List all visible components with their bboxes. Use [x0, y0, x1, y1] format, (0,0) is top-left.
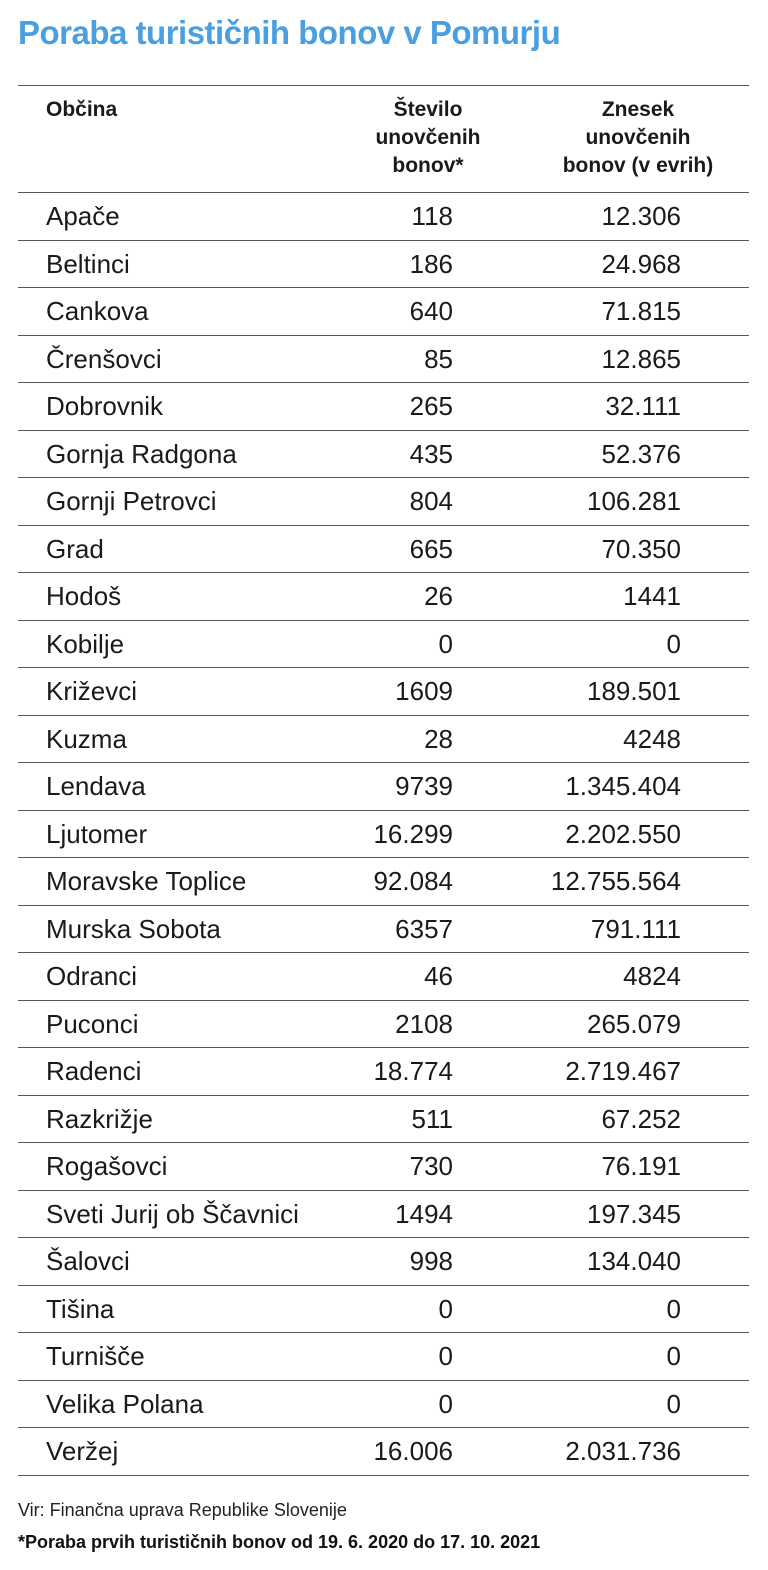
- cell-municipality: Gornji Petrovci: [46, 486, 217, 516]
- table-header: [18, 86, 749, 193]
- table-row: [18, 431, 749, 479]
- table-row: [18, 1238, 749, 1286]
- cell-municipality: Kuzma: [46, 723, 127, 754]
- cell-amount: 1441: [623, 581, 681, 611]
- cell-count: 0: [438, 1293, 453, 1324]
- cell-amount: 70.350: [601, 533, 681, 564]
- cell-municipality: Črenšovci: [46, 343, 162, 374]
- table-row: [18, 1286, 749, 1334]
- table-body: [18, 193, 749, 1476]
- table-row: [18, 1333, 749, 1381]
- source-note: Vir: Finančna uprava Republike Slovenije: [18, 1500, 347, 1520]
- cell-municipality: Puconci: [46, 1008, 139, 1039]
- cell-amount: 71.815: [601, 296, 681, 326]
- cell-municipality: Križevci: [46, 676, 138, 706]
- table-row: [18, 811, 749, 859]
- table-row: [18, 241, 749, 289]
- cell-municipality: Dobrovnik: [46, 391, 164, 421]
- page-title: Poraba turističnih bonov v Pomurju: [18, 14, 561, 51]
- cell-count: 16.006: [373, 1436, 453, 1466]
- cell-amount: 52.376: [601, 438, 681, 469]
- cell-municipality: Tišina: [46, 1293, 115, 1324]
- table-row: [18, 193, 749, 241]
- cell-amount: 0: [666, 1293, 681, 1324]
- cell-count: 1609: [395, 676, 453, 706]
- cell-municipality: Šalovci: [46, 1246, 130, 1276]
- cell-municipality: Turnišče: [46, 1341, 145, 1371]
- cell-count: 511: [411, 1103, 453, 1134]
- cell-amount: 4824: [623, 961, 681, 991]
- table-row: [18, 336, 749, 384]
- table-row: [18, 288, 749, 336]
- cell-municipality: Rogašovci: [46, 1151, 168, 1181]
- table-row: [18, 526, 749, 574]
- cell-amount: 0: [666, 1388, 681, 1419]
- cell-count: 435: [409, 438, 453, 469]
- cell-count: 9739: [395, 771, 453, 801]
- table-row: [18, 1381, 749, 1429]
- cell-municipality: Razkrižje: [46, 1103, 153, 1134]
- cell-municipality: Lendava: [46, 771, 146, 801]
- cell-count: 6357: [395, 913, 453, 944]
- cell-amount: 0: [666, 1341, 681, 1371]
- table-row: [18, 906, 749, 954]
- column-header-amount: [548, 96, 728, 180]
- cell-count: 640: [409, 296, 453, 326]
- cell-municipality: Grad: [46, 533, 104, 564]
- cell-count: 16.299: [373, 818, 453, 849]
- cell-count: 730: [409, 1151, 453, 1181]
- table-row: [18, 573, 749, 621]
- column-header-amount-line: unovčenih: [585, 126, 691, 149]
- cell-municipality: Hodoš: [46, 581, 122, 611]
- table-row: [18, 1048, 749, 1096]
- cell-count: 998: [409, 1246, 453, 1276]
- cell-count: 265: [409, 391, 453, 421]
- table-row: [18, 1096, 749, 1144]
- cell-amount: 1.345.404: [565, 771, 681, 801]
- table-row: [18, 1001, 749, 1049]
- table-row: [18, 668, 749, 716]
- cell-count: 46: [424, 961, 453, 991]
- cell-municipality: Odranci: [46, 961, 138, 991]
- table-row: [18, 953, 749, 1001]
- table-row: [18, 858, 749, 906]
- cell-count: 665: [409, 533, 453, 564]
- cell-municipality: Velika Polana: [46, 1388, 204, 1419]
- table-row: [18, 383, 749, 431]
- cell-municipality: Beltinci: [46, 248, 130, 279]
- column-header-municipality: Občina: [46, 98, 118, 121]
- cell-municipality: Murska Sobota: [46, 913, 221, 944]
- cell-amount: 32.111: [605, 391, 681, 421]
- cell-count: 2108: [395, 1008, 453, 1039]
- cell-count: 85: [424, 343, 453, 374]
- cell-count: 0: [438, 1388, 453, 1419]
- table-row: [18, 478, 749, 526]
- cell-amount: 791.111: [590, 913, 681, 944]
- cell-municipality: Ljutomer: [46, 818, 148, 849]
- table-row: [18, 1428, 749, 1476]
- cell-amount: 106.281: [587, 486, 681, 516]
- column-header-count-line: bonov*: [392, 154, 464, 177]
- table-row: [18, 621, 749, 669]
- column-header-count-line: unovčenih: [375, 126, 481, 149]
- cell-count: 92.084: [373, 866, 453, 896]
- cell-count: 804: [409, 486, 453, 516]
- column-header-amount-line: Znesek: [601, 98, 675, 121]
- cell-count: 0: [438, 1341, 453, 1371]
- table-row: [18, 716, 749, 764]
- table-row: [18, 763, 749, 811]
- cell-amount: 12.306: [601, 201, 681, 231]
- cell-amount: 67.252: [601, 1103, 681, 1134]
- column-header-count-line: Število: [393, 98, 463, 121]
- cell-amount: 76.191: [601, 1151, 681, 1181]
- cell-count: 28: [424, 723, 453, 754]
- cell-amount: 265.079: [587, 1008, 681, 1039]
- cell-amount: 2.719.467: [565, 1056, 681, 1086]
- cell-municipality: Gornja Radgona: [46, 438, 237, 469]
- cell-amount: 24.968: [601, 248, 681, 279]
- cell-municipality: Apače: [46, 201, 120, 231]
- cell-amount: 189.501: [587, 676, 681, 706]
- cell-amount: 134.040: [587, 1246, 681, 1276]
- cell-amount: 12.755.564: [550, 866, 681, 896]
- cell-amount: 2.202.550: [565, 818, 681, 849]
- cell-municipality: Radenci: [46, 1056, 142, 1086]
- cell-count: 26: [424, 581, 453, 611]
- footnote: *Poraba prvih turističnih bonov od 19. 6. 2020 do 17. 10. 2021: [18, 1532, 541, 1552]
- cell-municipality: Sveti Jurij ob Ščavnici: [46, 1198, 299, 1229]
- cell-count: 186: [409, 248, 453, 279]
- cell-count: 0: [438, 628, 453, 659]
- table-row: [18, 1191, 749, 1239]
- cell-municipality: Moravske Toplice: [46, 866, 247, 896]
- cell-count: 1494: [395, 1198, 453, 1229]
- cell-amount: 0: [666, 628, 681, 659]
- column-header-count: [348, 96, 508, 180]
- cell-count: 18.774: [373, 1056, 453, 1086]
- cell-amount: 4248: [623, 723, 681, 754]
- cell-municipality: Veržej: [46, 1436, 119, 1466]
- column-header-amount-line: bonov (v evrih): [562, 154, 714, 177]
- cell-municipality: Cankova: [46, 296, 149, 326]
- data-table: [18, 85, 749, 1476]
- cell-count: 118: [411, 201, 453, 231]
- cell-municipality: Kobilje: [46, 628, 125, 659]
- cell-amount: 12.865: [601, 343, 681, 374]
- cell-amount: 2.031.736: [565, 1436, 681, 1466]
- table-row: [18, 1143, 749, 1191]
- cell-amount: 197.345: [587, 1198, 681, 1229]
